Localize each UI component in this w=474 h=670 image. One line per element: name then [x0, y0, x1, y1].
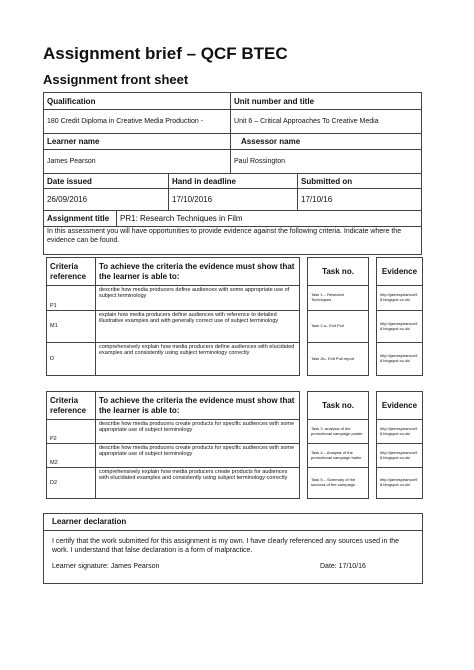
assignment-title-label: Assignment title	[44, 211, 117, 227]
qualification-label: Qualification	[44, 93, 231, 110]
learner-name-value: James Pearson	[44, 150, 231, 174]
evidence-link[interactable]: http://jamespearson98.blogspot.co.uk/	[377, 311, 423, 343]
submitted-on-value: 17/10/16	[298, 189, 422, 211]
page-title: Assignment brief – QCF BTEC	[43, 44, 288, 63]
criteria-table-1	[46, 257, 300, 376]
evidence-link[interactable]: http://jamespearson98.blogspot.co.uk/	[377, 444, 423, 468]
date-issued-value: 26/09/2016	[44, 189, 169, 211]
task-cell: Task 2 a– Exit Poll	[308, 311, 369, 343]
evidence-table-2	[376, 391, 423, 499]
hand-in-deadline-label: Hand in deadline	[169, 174, 298, 189]
criteria-desc: describe how media producers define audiences with some appropriate use of subject terminology	[96, 286, 300, 311]
task-cell: Task 5 – Summary of the success of the campaign	[308, 468, 369, 499]
assignment-title-table	[43, 210, 422, 255]
assignment-title-value: PR1: Research Techniques in Film	[117, 211, 422, 227]
evidence-link[interactable]: http://jamespearson98.blogspot.co.uk/	[377, 468, 423, 499]
table-row	[47, 468, 300, 499]
front-sheet-table	[43, 92, 422, 211]
task-cell: Task 2b– Exit Poll report	[308, 343, 369, 376]
criteria-desc: comprehensively explain how media producers create products for audiences with elucidated examples and consistently using subject terminology correctly	[96, 468, 300, 499]
criteria-ref: P2	[47, 420, 96, 444]
table-row	[47, 420, 300, 444]
learner-declaration-header	[43, 513, 423, 531]
declaration-date: Date: 17/10/16	[320, 563, 366, 570]
unit-label: Unit number and title	[231, 93, 422, 110]
achieve-criteria-header: To achieve the criteria the evidence must show that the learner is able to:	[96, 392, 300, 420]
evidence-link[interactable]: http://jamespearson98.blogspot.co.uk/	[377, 420, 423, 444]
table-row	[47, 343, 300, 376]
criteria-ref: P1	[47, 286, 96, 311]
evidence-link[interactable]: http://jamespearson98.blogspot.co.uk/	[377, 286, 423, 311]
task-cell: Task 4 – Analysis of the promotional campaign trailer	[308, 444, 369, 468]
assessment-intro: In this assessment you will have opportunities to provide evidence against the following criteria. Indicate where the evidence can be found.	[44, 227, 422, 255]
criteria-ref: M1	[47, 311, 96, 343]
task-cell: Task 1 – Research Techniques	[308, 286, 369, 311]
task-table-1	[307, 257, 369, 376]
assessor-name-label: Assessor name	[231, 134, 422, 150]
task-no-header: Task no.	[308, 392, 369, 420]
criteria-table-2	[46, 391, 300, 499]
table-row	[47, 286, 300, 311]
unit-value: Unit 6 – Critical Approaches To Creative Media	[231, 110, 422, 134]
evidence-link[interactable]: http://jamespearson98.blogspot.co.uk/	[377, 343, 423, 376]
criteria-ref: D	[47, 343, 96, 376]
evidence-table-1	[376, 257, 423, 376]
task-cell: Task 3 -analysis of the promotional campaign poster	[308, 420, 369, 444]
criteria-desc: describe how media producers create products for specific audiences with some appropriate use of subject terminology	[96, 420, 300, 444]
criteria-reference-header: Criteria reference	[47, 258, 96, 286]
page-subtitle: Assignment front sheet	[43, 72, 189, 87]
learner-signature: Learner signature: James Pearson	[52, 563, 160, 570]
achieve-criteria-header: To achieve the criteria the evidence must show that the learner is able to:	[96, 258, 300, 286]
submitted-on-label: Submitted on	[298, 174, 422, 189]
evidence-header: Evidence	[377, 258, 423, 286]
criteria-ref: D2	[47, 468, 96, 499]
declaration-text: I certify that the work submitted for this assignment is my own. I have clearly referenced any sources used in the work. I understand that false declaration is a form of malpractice.	[52, 538, 400, 555]
criteria-desc: explain how media producers define audiences with reference to detailed illustrative examples and with generally correct use of subject terminology	[96, 311, 300, 343]
table-row	[47, 444, 300, 468]
criteria-ref: M2	[47, 444, 96, 468]
assessor-name-value: Paul Rossington	[231, 150, 422, 174]
task-no-header: Task no.	[308, 258, 369, 286]
task-table-2	[307, 391, 369, 499]
learner-declaration-body	[43, 530, 423, 584]
table-row	[47, 311, 300, 343]
learner-declaration-label: Learner declaration	[52, 517, 127, 526]
learner-name-label: Learner name	[44, 134, 231, 150]
hand-in-deadline-value: 17/10/2016	[169, 189, 298, 211]
qualification-value: 180 Credit Diploma in Creative Media Production -	[44, 110, 231, 134]
criteria-reference-header: Criteria reference	[47, 392, 96, 420]
criteria-desc: comprehensively explain how media producers define audiences with elucidated examples and consistently using subject terminology correctly	[96, 343, 300, 376]
date-issued-label: Date issued	[44, 174, 169, 189]
criteria-desc: describe how media producers create products for specific audiences with some appropriate use of subject terminology	[96, 444, 300, 468]
evidence-header: Evidence	[377, 392, 423, 420]
